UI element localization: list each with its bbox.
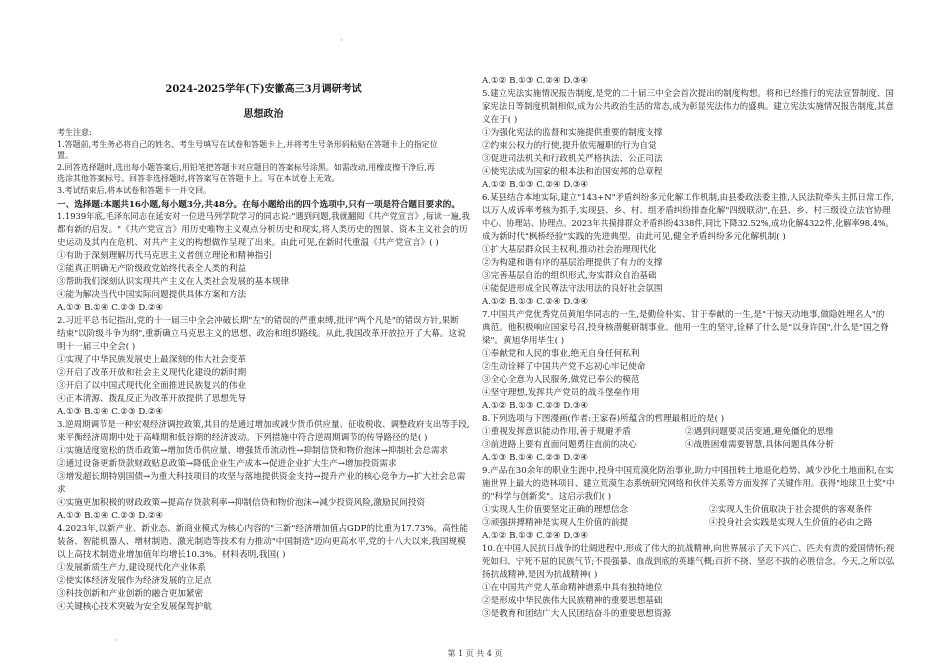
question-line: ①为强化宪法的监督和实施提供重要的制度支撑 <box>482 128 663 138</box>
question-line: 扬抗战精神,是因为抗战精神( ) <box>482 570 598 580</box>
question-line: 装备、智能机器人、增材制造、激光制造等技术有力推动"中国制造"迈向更高水平,党的十八大以来,我国规模 <box>57 536 466 547</box>
q9-option: ①实现人生价值要坚定正确的理想信念 <box>482 505 629 515</box>
question-line: ①发展新质生产力,建设现代化产业体系 <box>57 562 206 573</box>
question-line: 中心、协理站、协理点。2023年共摸排群众矛盾纠纷4338件,同比下降32.52%,成功化解4322件,化解率98.4%。 <box>482 219 894 229</box>
question-line: 史运动及其内在危机、对共产主义的构想做作呈现了出来。由此可见,在新时代重温《共产党宣言》( ) <box>57 237 439 248</box>
q8-answers: A.①③ B.①④ C.②③ D.②④ <box>482 453 589 463</box>
question-line: 典范。他积极响应国家号召,投身核潜艇研制事业。他用一生的坚守,诠释了什么是"以身许国",什么是"国之脊 <box>482 323 889 333</box>
question-line: A.①② B.①③ C.②④ D.③④ <box>482 297 589 307</box>
q9-option: ②实现人生价值取决于社会提供的客观条件 <box>709 505 873 515</box>
question-line: 义在于( ) <box>482 115 518 125</box>
question-line: 1.1939年底,毛泽东同志在延安对一位进马列学院学习的同志说:"遇到问题,我就翻阅《共产党宣言》,每读一遍,我 <box>57 211 470 222</box>
question-line: 6.某县结合本地实际,建立"143+N"矛盾纠纷多元化解工作机制,由县委政法委主推,人民法院牵头主抓日常工作, <box>482 193 894 203</box>
question-line: ②生动诠释了中国共产党不忘初心牢记使命 <box>482 362 646 372</box>
exam-title: 2024-2025学年(下)安徽高三3月调研考试 <box>165 84 362 95</box>
question-line: 以上高技术制造业增加值年均增长10.3%。材料表明,我国( ) <box>57 549 286 560</box>
question-line: ④能促进形成全民尊法守法用法的良好社会氛围 <box>482 284 663 294</box>
notice-item: 1.答题前,考生务必将自己的姓名、考生号填写在试卷和答题卡上,并将考生号条形码粘贴在答题卡上的指定位 <box>57 139 438 149</box>
question-line: ①实现了中华民族发展史上最深刻的伟大社会变革 <box>57 354 247 365</box>
question-line: ④坚守理想,发挥共产党员的战斗堡垒作用 <box>482 388 640 398</box>
question-line: 求 <box>57 484 66 495</box>
question-line: ②通过设备更新贷款财政贴息政策→降低企业生产成本→促进企业扩大生产→增加投资需求 <box>57 458 397 469</box>
question-line: ④使宪法成为国家的根本法和治国安邦的总章程 <box>482 167 663 177</box>
question-line: ②为构建和谐有序的基层治理提供了有力的支撑 <box>482 258 663 268</box>
question-line: A.①② B.①③ C.②④ D.③④ <box>482 76 589 86</box>
question-line: ①实施适度宽松的货币政策→增加货币供应量、增强货币流动性→抑制信贷和物价泡沫→抑制社会总需求 <box>57 445 449 456</box>
question-line: ②能真正明确无产阶级政党始终代表全人类的利益 <box>57 263 247 274</box>
notice-item: 2.回答选择题时,选出每小题答案后,用铅笔把答题卡对应题目的答案标号涂黑。如需改动,用橡皮擦干净后,再 <box>57 162 435 172</box>
q9-option: ④投身社会实践是实现人生价值的必由之路 <box>709 518 873 528</box>
section-heading: 一、选择题:本题共16小题,每小题3分,共48分。在每小题给出的四个选项中,只有一项是符合题目要求的。 <box>57 200 460 210</box>
decorative-dot: · <box>340 36 343 45</box>
question-line: 9.产品在30余年的职业生涯中,投身中国荒漠化防治事业,助力中国扭转土地退化趋势、减少沙化土地面积,在实 <box>482 466 894 476</box>
question-line: 10.在中国人民抗日战争的壮阔进程中,形成了伟大的抗战精神,向世界展示了天下兴亡、匹夫有责的爱国情怀;视 <box>482 544 895 554</box>
question-line: 4.2023年,以新产业、新业态、新商业模式为核心内容的"三新"经济增加值占GDP的比重为17.73%。高性能 <box>57 523 468 534</box>
notice-heading: 考生注意: <box>57 128 92 137</box>
question-line: ③帮助我们深刻认识实现共产主义在人类社会发展的基本规律 <box>57 276 290 287</box>
question-line: 施世界上最大的造林项目、建立荒漠生态系统研究网络和伙伴关系等方面发挥了关键作用。获得"地球卫士奖"中 <box>482 479 895 489</box>
question-line: ②开启了改革开放和社会主义现代化建设的新时期 <box>57 367 247 378</box>
question-line: 死如归、宁死不屈的民族气节;不畏强暴、血战到底的英雄气概;百折不挠、坚忍不拔的必胜信念。今天,之所以弘 <box>482 557 895 567</box>
question-line: 8.下列选项与下图漫画(作者:王家春)所蕴含的哲理最相近的是( ) <box>482 414 725 424</box>
question-line: ①扩大基层群众民主权利,推动社会治理现代化 <box>482 245 657 255</box>
notice-item: 3.考试结束后,将本试卷和答题卡一并交回。 <box>57 185 212 195</box>
notice-item: 置。 <box>57 151 73 160</box>
question-line: ④正本清源、拨乱反正为改革开放提供了思想先导 <box>57 393 247 404</box>
question-line: ③增发超长期特别国债→为重大科技项目的攻坚与落地提供资金支持→提升产业的核心竞争力→扩大社会总需 <box>57 471 466 482</box>
question-line: 5.建立宪法实施情况报告制度,是党的二十届三中全会首次提出的制度构想。将和已经推行的宪法宣誓制度、国 <box>482 89 894 99</box>
question-line: ①有助于深刻理解历代马克思主义者创立理论和精神指引 <box>57 250 272 261</box>
question-line: ④能为解决当代中国实际问题提供具体方案和方法 <box>57 289 247 300</box>
question-line: 来平衡经济周期中处于高峰期和低谷期的经济波动。下列措施中符合逆周期调节的传导路径的是( ) <box>57 432 428 443</box>
decorative-dot-bottom: · <box>115 636 118 645</box>
question-line: ③科技创新和产业创新的融合更加紧密 <box>57 588 204 599</box>
question-line: ②约束公权力的行使,提升依宪履职的行为自觉 <box>482 141 657 151</box>
question-line: A.①③ B.①④ C.②③ D.②④ <box>57 406 164 417</box>
question-line: 梁"。黄旭华用毕生( ) <box>482 336 565 346</box>
q8-option: ①重视发挥意识能动作用,善于规避矛盾 <box>482 427 631 437</box>
q9-answers: A.①② B.①③ C.②④ D.③④ <box>482 531 589 541</box>
q9-option: ③顽强拼搏精神是实现人生价值的前提 <box>482 518 629 528</box>
question-line: 结束"以阶级斗争为纲",重新确立马克思主义的思想、政治和组织路线。从此,我国改革开放拉开了大幕。这说 <box>57 328 466 339</box>
question-line: 7.中国共产党优秀党员黄旭华同志的一生,是勤俭朴实、甘于奉献的一生,是"干惊天动地事,做隐姓埋名人"的 <box>482 310 885 320</box>
question-line: ④实施更加积极的财政政策→提高存贷款利率→抑制信贷和物价泡沫→减少投资风险,激励民间投资 <box>57 497 426 508</box>
question-line: ③促进司法机关和行政机关严格执法、公正司法 <box>482 154 663 164</box>
q8-option: ④战胜困难需要智慧,具体问题具体分析 <box>685 440 834 450</box>
question-line: 2.习近平总书记指出,党的十一届三中全会冲破长期"左"的错误的严重束缚,批评"两个凡是"的错误方针,果断 <box>57 315 459 326</box>
question-line: A.①③ B.①④ C.②③ D.②④ <box>57 510 164 521</box>
question-line: 3.逆周期调节是一种宏观经济调控政策,其目的是通过增加或减少货币供应量、征收税收、调整政府支出等手段, <box>57 419 470 430</box>
question-line: 家宪法日等制度机制相似,成为公共政治生活的常态,成为彰显宪法伟力的盛典。建立宪法实施情况报告制度,其意 <box>482 102 894 112</box>
question-line: 明十一届三中全会( ) <box>57 341 136 352</box>
question-line: ②是形成中华民族伟大民族精神的重要思想基础 <box>482 596 663 606</box>
question-line: ③开启了以中国式现代化全面推进民族复兴的伟业 <box>57 380 247 391</box>
question-line: 成为新时代"枫桥经验"实践的先进典型。由此可见,健全矛盾纠纷多元化解机制( ) <box>482 232 786 242</box>
question-line: ③完善基层自治的组织形式,夯实群众自治基础 <box>482 271 657 281</box>
page-footer: 第 1 页 共 4 页 <box>447 649 503 658</box>
notice-item: 选涂其他答案标号。回答非选择题时,将答案写在答题卡上。写在本试卷上无效。 <box>57 174 340 183</box>
question-line: ③是教育和团结广大人民团结奋斗的重要思想资源 <box>482 609 672 619</box>
question-line: 的"科学与创新奖"。这启示我们( ) <box>482 492 612 502</box>
question-line: A.①② B.①③ C.②③ D.③④ <box>482 401 589 411</box>
q8-option: ②遇到问题要灵活变通,避免僵化的思维 <box>685 427 834 437</box>
question-line: ①在中国共产党人革命精神谱系中具有独特地位 <box>482 583 663 593</box>
question-line: ②使实体经济发展作为经济发展的立足点 <box>57 575 212 586</box>
question-line: ①奉献党和人民的事业,绝无自身任何私利 <box>482 349 640 359</box>
q8-option: ③前进路上要有直面问题勇往直前的决心 <box>482 440 637 450</box>
question-line: ④关键核心技术突破为安全发展保驾护航 <box>57 601 212 612</box>
question-line: A.①③ B.①④ C.②③ D.②④ <box>57 302 164 313</box>
question-line: A.①② B.①③ C.②④ D.③④ <box>482 180 589 190</box>
subject-title: 思想政治 <box>243 109 284 120</box>
question-line: 以万人成诉率考核为抓手,实现县、乡、村、组矛盾纠纷排查化解"四级联动",在县、乡、村三级设立法官协理 <box>482 206 891 216</box>
question-line: ③全心全意为人民服务,做党已奉公的模范 <box>482 375 640 385</box>
question-line: 都有新的启发。"《共产党宣言》用历史唯物主义观点分析历史和现实,将人类历史的图景、资本主义社会的历 <box>57 224 468 235</box>
